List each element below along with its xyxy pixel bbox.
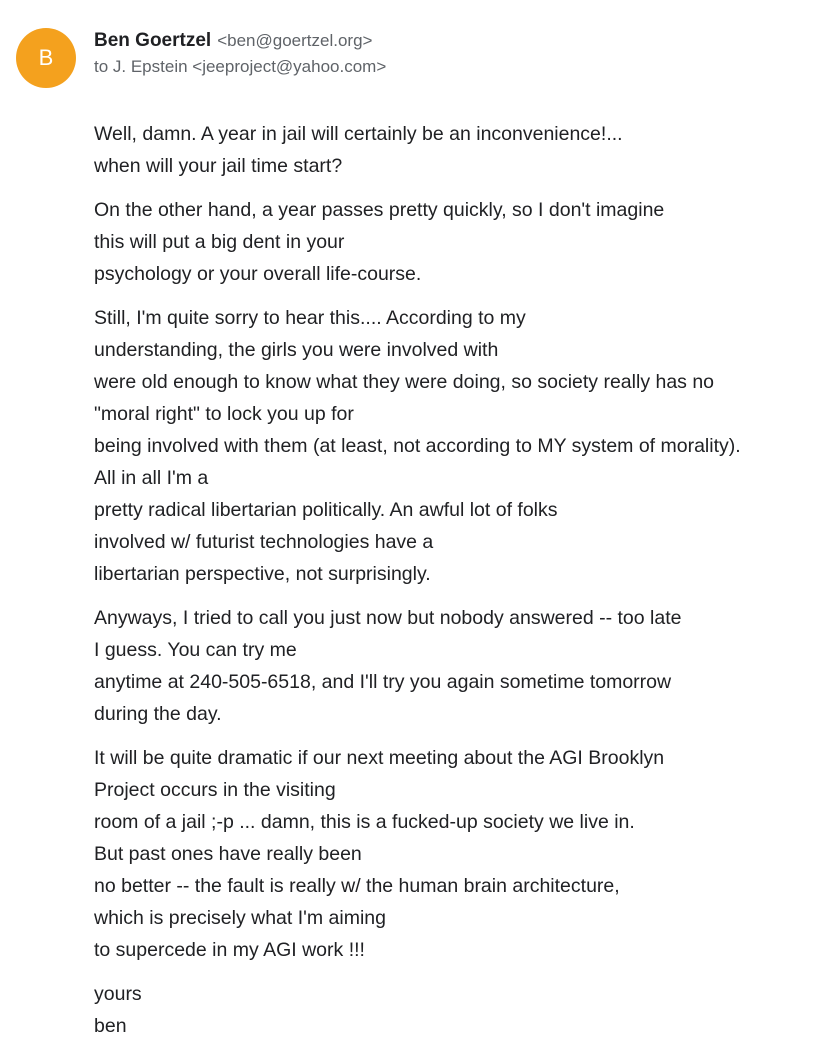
body-line: were old enough to know what they were doing, so society really has no [94, 371, 715, 393]
paragraph-4 [94, 602, 822, 730]
signature-name: ben [94, 1015, 127, 1037]
recipient-line[interactable]: to J. Epstein <jeeproject@yahoo.com> [94, 57, 387, 76]
sender-name[interactable]: Ben Goertzel [94, 30, 212, 51]
body-line: psychology or your overall life-course. [94, 263, 422, 285]
body-line: Project occurs in the visiting [94, 779, 336, 801]
body-line: But past ones have really been [94, 843, 362, 865]
body-line: which is precisely what I'm aiming [94, 907, 386, 929]
paragraph-1 [94, 118, 822, 182]
body-line: no better -- the fault is really w/ the human brain architecture, [94, 875, 620, 897]
body-line: when will your jail time start? [94, 155, 343, 177]
body-line: libertarian perspective, not surprisingly. [94, 563, 431, 585]
signature [94, 978, 822, 1042]
body-line: Anyways, I tried to call you just now but nobody answered -- too late [94, 607, 682, 629]
paragraph-5 [94, 742, 822, 966]
sender-email[interactable]: <ben@goertzel.org> [217, 31, 373, 50]
body-line: I guess. You can try me [94, 639, 297, 661]
body-line: understanding, the girls you were involved with [94, 339, 499, 361]
body-line: to supercede in my AGI work !!! [94, 939, 365, 961]
body-line: this will put a big dent in your [94, 231, 345, 253]
message-body [94, 118, 822, 1054]
body-line: Well, damn. A year in jail will certainly be an inconvenience!... [94, 123, 623, 145]
body-line: On the other hand, a year passes pretty quickly, so I don't imagine [94, 199, 665, 221]
body-line: pretty radical libertarian politically. An awful lot of folks [94, 499, 558, 521]
paragraph-3 [94, 302, 822, 590]
body-line: All in all I'm a [94, 467, 209, 489]
body-line: room of a jail ;-p ... damn, this is a fucked-up society we live in. [94, 811, 635, 833]
body-line: "moral right" to lock you up for [94, 403, 354, 425]
body-line: It will be quite dramatic if our next meeting about the AGI Brooklyn [94, 747, 665, 769]
signature-closing: yours [94, 983, 142, 1005]
body-line: anytime at 240-505-6518, and I'll try you again sometime tomorrow [94, 671, 672, 693]
body-line: during the day. [94, 703, 222, 725]
body-line: involved w/ futurist technologies have a [94, 531, 434, 553]
paragraph-2 [94, 194, 822, 290]
message-header [94, 28, 812, 80]
avatar[interactable] [16, 28, 76, 88]
body-line: being involved with them (at least, not according to MY system of morality). [94, 435, 741, 457]
from-line [94, 28, 812, 54]
avatar-letter: B [38, 45, 54, 70]
body-line: Still, I'm quite sorry to hear this.... According to my [94, 307, 526, 329]
